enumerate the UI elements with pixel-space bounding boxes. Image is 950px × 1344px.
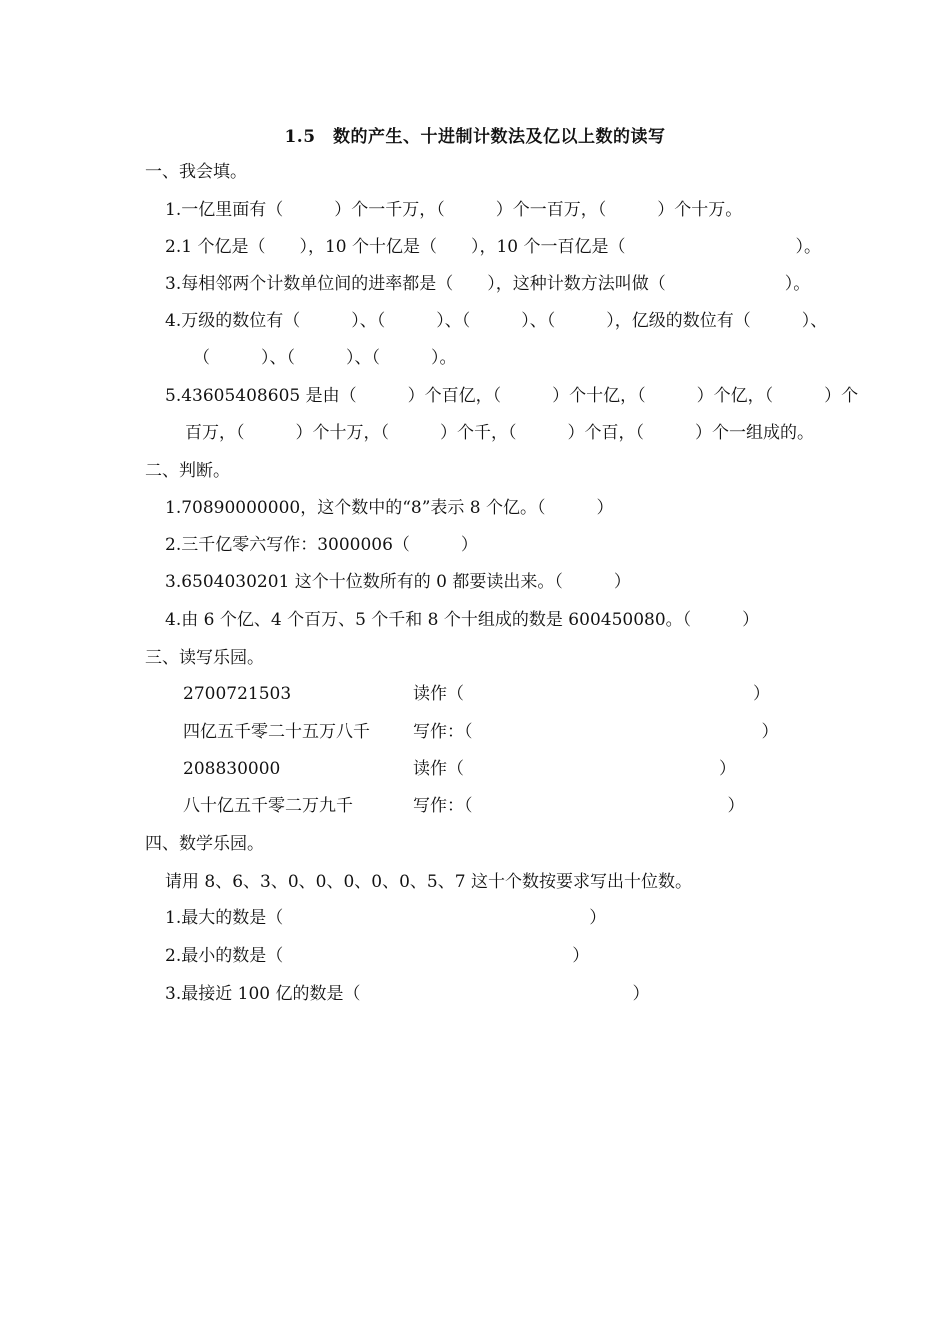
read-write-number-1: 2700721503 xyxy=(183,684,292,704)
read-write-number-4: 八十亿五千零二万九千 xyxy=(183,796,353,816)
read-write-number-3: 208830000 xyxy=(183,759,281,779)
page-title: 1.5 数的产生、十进制计数法及亿以上数的读写 xyxy=(284,127,666,147)
question-1-5-line2: 百万，（ ）个十万，（ ）个千，（ ）个百，（ ）个一组成的。 xyxy=(185,423,814,443)
section-2-heading: 二、判断。 xyxy=(145,461,230,481)
section-4-intro: 请用 8、6、3、0、0、0、0、0、5、7 这十个数按要求写出十位数。 xyxy=(165,872,692,892)
question-1-5-line1: 5.43605408605 是由（ ）个百亿，（ ）个十亿，（ ）个亿，（ ）个 xyxy=(165,386,859,406)
question-4-3: 3.最接近 100 亿的数是（ ） xyxy=(165,984,650,1004)
question-2-2: 2.三千亿零六写作：3000006（ ） xyxy=(165,535,478,555)
read-write-answer-1: 读作（ ） xyxy=(413,684,770,704)
read-write-number-2: 四亿五千零二十五万八千 xyxy=(183,722,370,742)
question-4-1: 1.最大的数是（ ） xyxy=(165,908,607,928)
read-write-answer-4: 写作：（ ） xyxy=(413,796,745,816)
question-1-2: 2.1 个亿是（ ），10 个十亿是（ ），10 个一百亿是（ ）。 xyxy=(165,237,822,257)
question-1-1: 1.一亿里面有（ ）个一千万，（ ）个一百万，（ ）个十万。 xyxy=(165,200,743,220)
question-4-2: 2.最小的数是（ ） xyxy=(165,946,590,966)
read-write-answer-2: 写作：（ ） xyxy=(413,722,779,742)
read-write-answer-3: 读作（ ） xyxy=(413,759,736,779)
question-2-1: 1.70890000000，这个数中的“8”表示 8 个亿。（ ） xyxy=(165,498,614,518)
section-1-heading: 一、我会填。 xyxy=(145,162,247,182)
section-4-heading: 四、数学乐园。 xyxy=(145,834,264,854)
question-1-4-line2: （ ）、（ ）、（ ）。 xyxy=(193,348,457,368)
question-1-4-line1: 4.万级的数位有（ ）、（ ）、（ ）、（ ），亿级的数位有（ ）、 xyxy=(165,311,828,331)
section-3-heading: 三、读写乐园。 xyxy=(145,648,264,668)
question-2-4: 4.由 6 个亿、4 个百万、5 个千和 8 个十组成的数是 600450080。（ ） xyxy=(165,610,760,630)
question-1-3: 3.每相邻两个计数单位间的进率都是（ ），这种计数方法叫做（ ）。 xyxy=(165,274,811,294)
question-2-3: 3.6504030201 这个十位数所有的 0 都要读出来。（ ） xyxy=(165,572,631,592)
